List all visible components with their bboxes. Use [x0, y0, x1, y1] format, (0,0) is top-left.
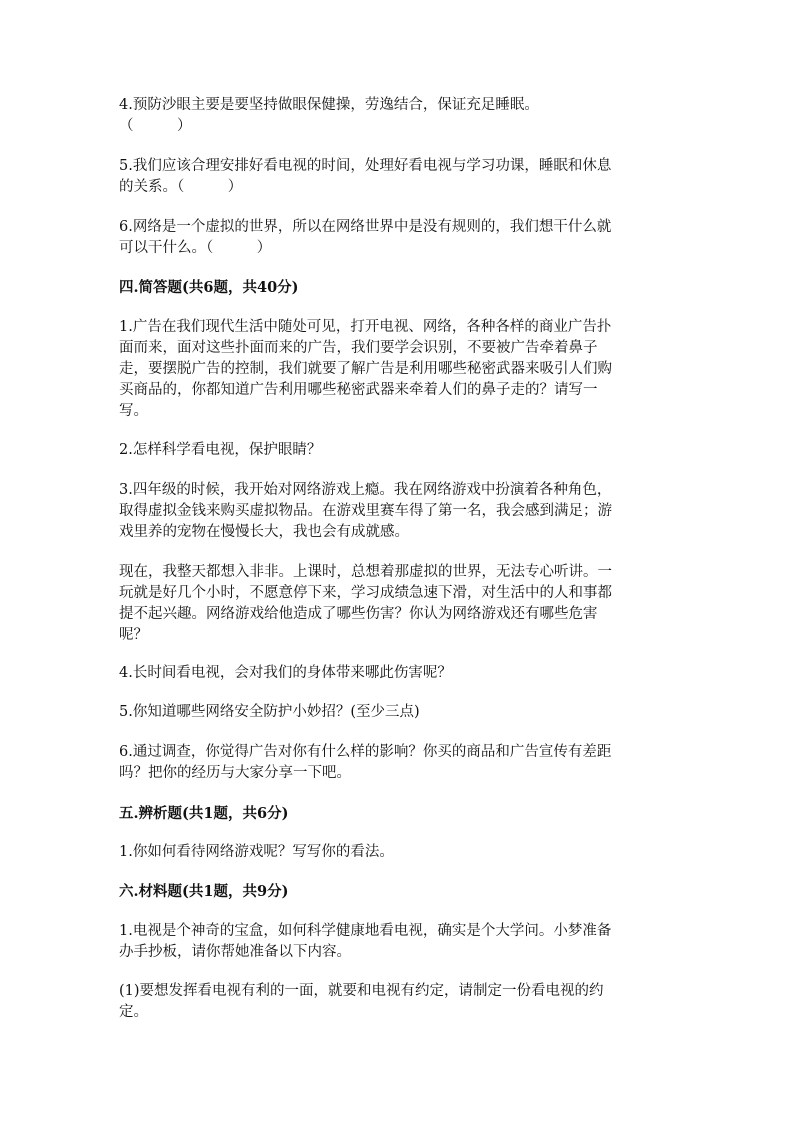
text-line: 写。: [119, 403, 148, 419]
text-line: 4.长时间看电视，会对我们的身体带来哪此伤害呢？: [119, 665, 452, 681]
text-line: 2.怎样科学看电视，保护眼睛？: [119, 442, 322, 458]
text-line: 办手抄板，请你帮她准备以下内容。: [119, 944, 351, 960]
text-line: (1)要想发挥看电视有利的一面，就要和电视有约定，请制定一份看电视的约: [119, 983, 604, 999]
short-answer-item-3-continued: [119, 562, 677, 646]
judgment-item-6: [119, 217, 677, 259]
text-line: 面而来，面对这些扑面而来的广告，我们要学会识别，不要被广告牵着鼻子: [119, 340, 598, 356]
text-line: 1.电视是个神奇的宝盒，如何科学健康地看电视，确实是个大学问。小梦准备: [119, 923, 612, 939]
short-answer-item-4: [119, 663, 677, 684]
text-line: 6.通过调查，你觉得广告对你有什么样的影响？你买的商品和广告宣传有差距: [119, 744, 612, 760]
section-title: 五.辨析题(共1题，共6分): [119, 805, 289, 822]
section-title: 六.材料题(共1题，共9分): [119, 883, 289, 900]
material-subitem-1: [119, 981, 677, 1023]
text-line: 1.你如何看待网络游戏呢？写写你的看法。: [119, 844, 394, 860]
text-line: 1.广告在我们现代生活中随处可见，打开电视、网络，各种各样的商业广告扑: [119, 319, 612, 335]
text-line: 6.网络是一个虚拟的世界，所以在网络世界中是没有规则的，我们想干什么就: [119, 219, 612, 235]
text-line: 玩就是好几个小时，不愿意停下来，学习成绩急速下滑，对生活中的人和事都: [119, 585, 612, 601]
short-answer-item-5: [119, 702, 677, 723]
answer-blank: （ ）: [119, 118, 192, 134]
section-heading-analysis: [119, 803, 677, 824]
text-line: 买商品的，你都知道广告利用哪些秘密武器来牵着人们的鼻子走的？请写一: [119, 382, 598, 398]
text-line: 5.我们应该合理安排好看电视的时间，处理好看电视与学习功课，睡眠和休息: [119, 158, 612, 174]
text-line: 走，要摆脱广告的控制，我们就要了解广告是利用哪些秘密武器来吸引人们购: [119, 361, 612, 377]
short-answer-item-6: [119, 742, 677, 784]
text-line: 3.四年级的时候，我开始对网络游戏上瘾。我在网络游戏中扮演着各种角色，: [119, 482, 612, 498]
text-line: 现在，我整天都想入非非。上课时，总想着那虚拟的世界，无法专心听讲。一: [119, 564, 612, 580]
text-line: 戏里养的宠物在慢慢长大，我也会有成就感。: [119, 524, 409, 540]
judgment-item-5: [119, 156, 677, 198]
text-line: 提不起兴趣。网络游戏给他造成了哪些伤害？你认为网络游戏还有哪些危害: [119, 606, 598, 622]
short-answer-item-3: [119, 480, 677, 543]
material-item-1: [119, 921, 677, 963]
text-line: 取得虚拟金钱来购买虚拟物品。在游戏里赛车得了第一名，我会感到满足；游: [119, 503, 612, 519]
section-heading-material: [119, 881, 677, 902]
short-answer-item-1: [119, 317, 677, 422]
text-line: 可以干什么。（ ）: [119, 240, 272, 256]
analysis-item-1: [119, 842, 677, 863]
short-answer-item-2: [119, 440, 677, 461]
text-line: 的关系。（ ）: [119, 179, 243, 195]
text-line: 呢？: [119, 627, 148, 643]
judgment-item-4: [119, 95, 677, 137]
text-line: 吗？把你的经历与大家分享一下吧。: [119, 765, 351, 781]
text-line: 定。: [119, 1004, 148, 1020]
text-line: 4.预防沙眼主要是要坚持做眼保健操，劳逸结合，保证充足睡眠。: [119, 97, 539, 113]
text-line: 5.你知道哪些网络安全防护小妙招？(至少三点): [119, 704, 420, 720]
section-heading-short-answer: [119, 277, 677, 298]
section-title: 四.简答题(共6题，共40分): [119, 279, 299, 296]
